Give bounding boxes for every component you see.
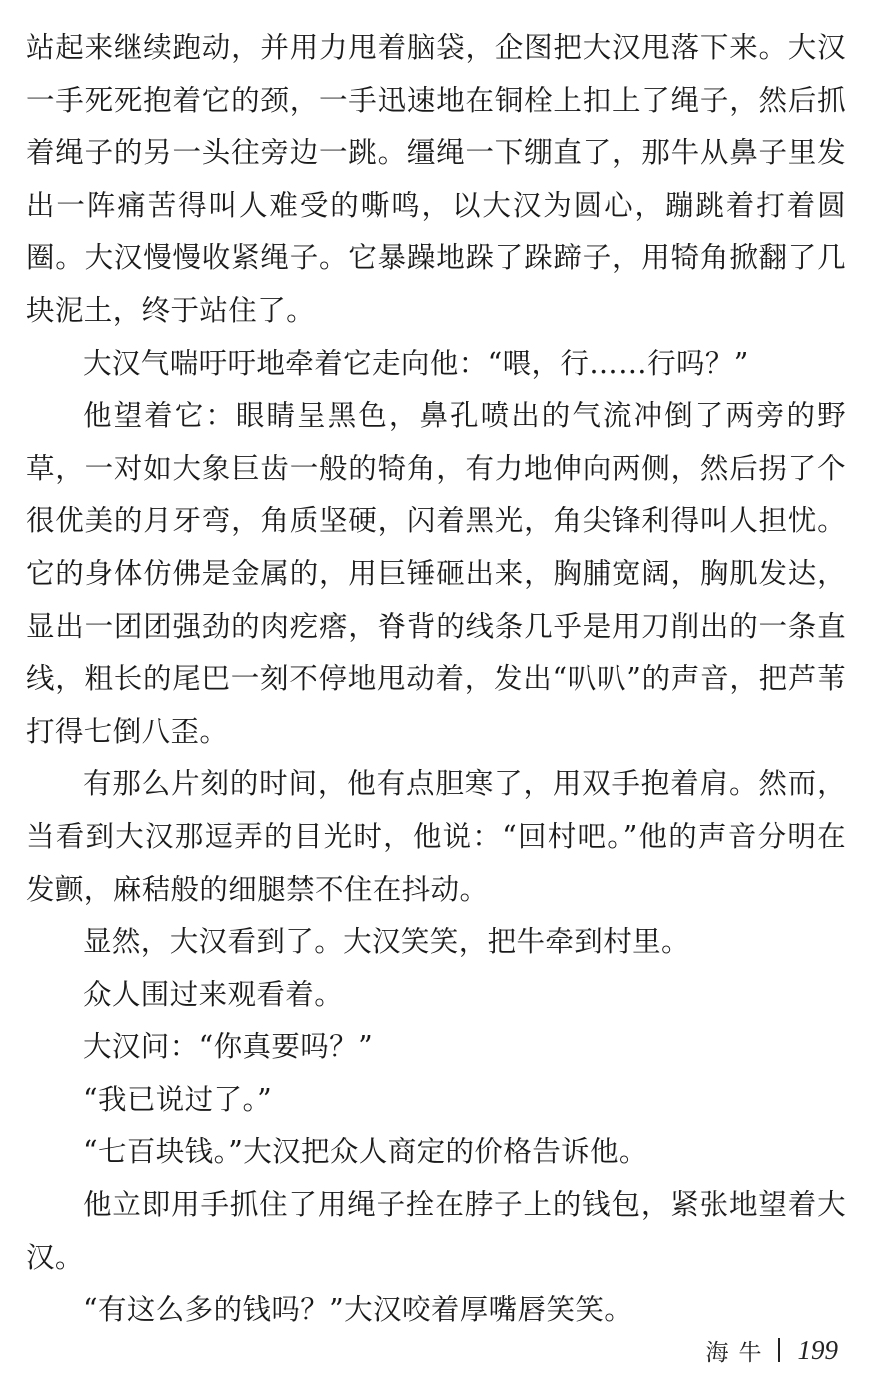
paragraph-9: “七百块钱。”大汉把众人商定的价格告诉他。 [83,1135,648,1169]
page-footer [706,1330,839,1370]
paragraph-10: 他立即用手抓住了用绳子拴在脖子上的钱包，紧张地望着大汉。 [26,1188,846,1274]
paragraph-2: 大汉气喘吁吁地牵着它走向他：“喂，行……行吗？” [83,346,749,380]
paragraph-3: 他望着它：眼睛呈黑色，鼻孔喷出的气流冲倒了两旁的野草，一对如大象巨齿一般的犄角，有力地伸向两侧，然后拐了个很优美的月牙弯，角质坚硬，闪着黑光，角尖锋利得叫人担忧。它的身体仿佛是金属的，用巨锤砸出来，胸脯宽阔，胸肌发达，显出一团团强劲的肉疙瘩，脊背的线条几乎是用刀削出的一条直线，粗长的尾巴一刻不停地甩动着，发出“叭叭”的声音，把芦苇打得七倒八歪。 [26,399,846,748]
page-number: 199 [797,1334,838,1365]
paragraph-1: 站起来继续跑动，并用力甩着脑袋，企图把大汉甩落下来。大汉一手死死抱着它的颈，一手迅速地在铜栓上扣上了绳子，然后抓着绳子的另一头往旁边一跳。缰绳一下绷直了，那牛从鼻子里发出一阵痛苦得叫人难受的嘶鸣，以大汉为圆心，蹦跳着打着圆圈。大汉慢慢收紧绳子。它暴躁地跺了跺蹄子，用犄角掀翻了几块泥土，终于站住了。 [26,31,846,327]
body-text [26,22,846,1337]
paragraph-4: 有那么片刻的时间，他有点胆寒了，用双手抱着肩。然而，当看到大汉那逗弄的目光时，他说：“回村吧。”他的声音分明在发颤，麻秸般的细腿禁不住在抖动。 [26,767,846,906]
paragraph-11: “有这么多的钱吗？”大汉咬着厚嘴唇笑笑。 [83,1293,634,1327]
footer-divider [778,1338,780,1362]
paragraph-6: 众人围过来观看着。 [83,977,344,1011]
paragraph-7: 大汉问：“你真要吗？” [83,1030,374,1064]
paragraph-5: 显然，大汉看到了。大汉笑笑，把牛牵到村里。 [83,925,690,959]
running-title: 海牛 [705,1339,772,1366]
paragraph-8: “我已说过了。” [83,1082,273,1116]
